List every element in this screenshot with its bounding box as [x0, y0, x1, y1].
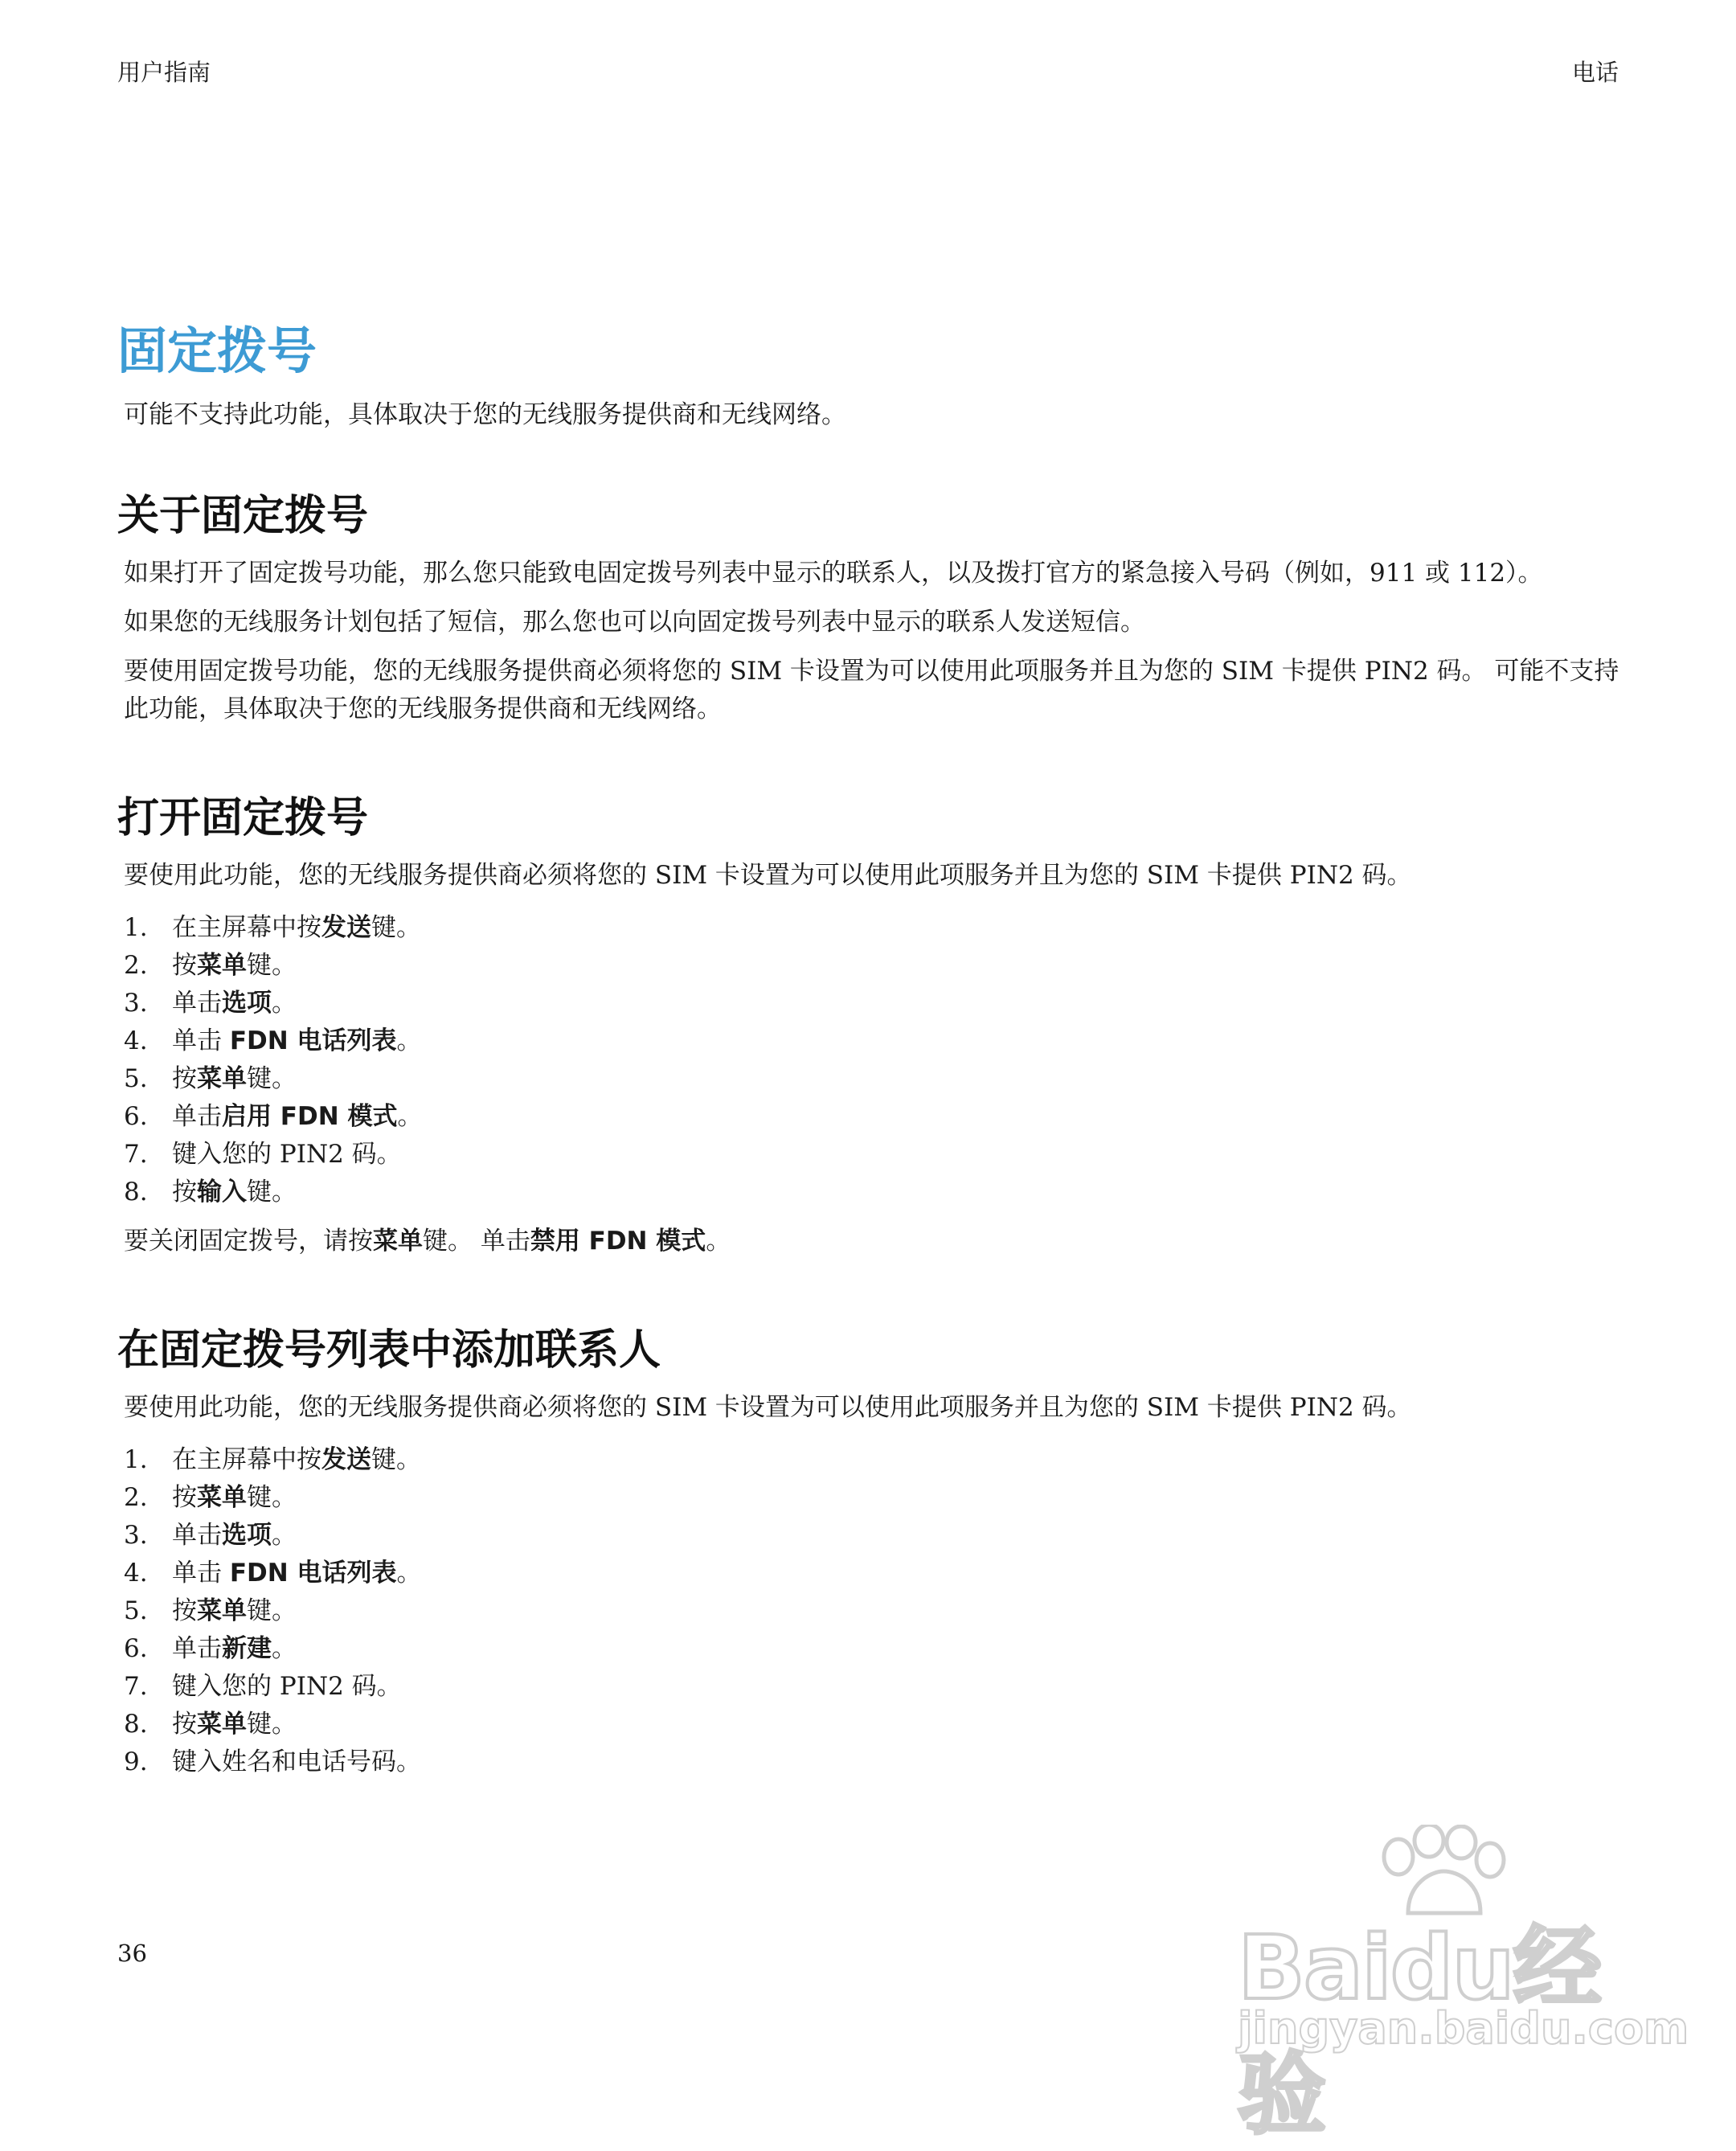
about-paragraph-1: 如果打开了固定拨号功能，那么您只能致电固定拨号列表中显示的联系人，以及拨打官方的紧急接入号码（例如，911 或 112）。: [124, 559, 1543, 588]
about-paragraph-2: 如果您的无线服务计划包括了短信，那么您也可以向固定拨号列表中显示的联系人发送短信。: [124, 608, 1145, 637]
list-item: 4. 单击 FDN 电话列表。: [124, 1559, 422, 1588]
list-item: 7. 键入您的 PIN2 码。: [124, 1140, 402, 1169]
page-number: 36: [117, 1940, 147, 1967]
section-title-enable: 打开固定拨号: [117, 794, 369, 842]
list-item: 6. 单击启用 FDN 模式。: [124, 1102, 423, 1131]
list-item: 2. 按菜单键。: [124, 1483, 297, 1512]
enable-intro: 要使用此功能，您的无线服务提供商必须将您的 SIM 卡设置为可以使用此项服务并且为您的 SIM 卡提供 PIN2 码。: [124, 861, 1412, 890]
running-header-left: 用户指南: [117, 59, 211, 86]
list-item: 8. 按菜单键。: [124, 1710, 297, 1739]
list-item: 4. 单击 FDN 电话列表。: [124, 1026, 422, 1055]
running-header-right: 电话: [1571, 59, 1619, 86]
list-item: 5. 按菜单键。: [124, 1064, 297, 1093]
disable-fdn-note: 要关闭固定拨号，请按菜单键。 单击禁用 FDN 模式。: [124, 1227, 731, 1256]
page-content: [117, 318, 1628, 1781]
add-contact-intro: 要使用此功能，您的无线服务提供商必须将您的 SIM 卡设置为可以使用此项服务并且为您的 SIM 卡提供 PIN2 码。: [124, 1393, 1412, 1422]
enable-steps-list: [124, 909, 1628, 1211]
page-title: 固定拨号: [117, 322, 317, 380]
list-item: 2. 按菜单键。: [124, 951, 297, 980]
list-item: 3. 单击选项。: [124, 1521, 297, 1550]
list-item: 6. 单击新建。: [124, 1634, 297, 1663]
about-paragraph-3: 要使用固定拨号功能，您的无线服务提供商必须将您的 SIM 卡设置为可以使用此项服务并且为您的 SIM 卡提供 PIN2 码。 可能不支持此功能，具体取决于您的无线服务提供商和无线网络。: [124, 657, 1619, 723]
section-title-about: 关于固定拨号: [117, 492, 369, 540]
add-contact-steps-list: [124, 1441, 1628, 1781]
watermark-brand: Baidu经验: [1238, 1916, 1600, 2146]
intro-paragraph: 可能不支持此功能，具体取决于您的无线服务提供商和无线网络。: [124, 400, 846, 429]
list-item: 8. 按输入键。: [124, 1178, 297, 1207]
baidu-watermark: [1238, 1825, 1689, 2146]
list-item: 1. 在主屏幕中按发送键。: [124, 913, 421, 942]
section-title-add-contact: 在固定拨号列表中添加联系人: [117, 1326, 661, 1375]
list-item: 3. 单击选项。: [124, 989, 297, 1018]
list-item: 9. 键入姓名和电话号码。: [124, 1747, 421, 1776]
list-item: 5. 按菜单键。: [124, 1596, 297, 1625]
list-item: 7. 键入您的 PIN2 码。: [124, 1672, 402, 1701]
list-item: 1. 在主屏幕中按发送键。: [124, 1445, 421, 1474]
watermark-url: jingyan.baidu.com: [1238, 2003, 1689, 2054]
